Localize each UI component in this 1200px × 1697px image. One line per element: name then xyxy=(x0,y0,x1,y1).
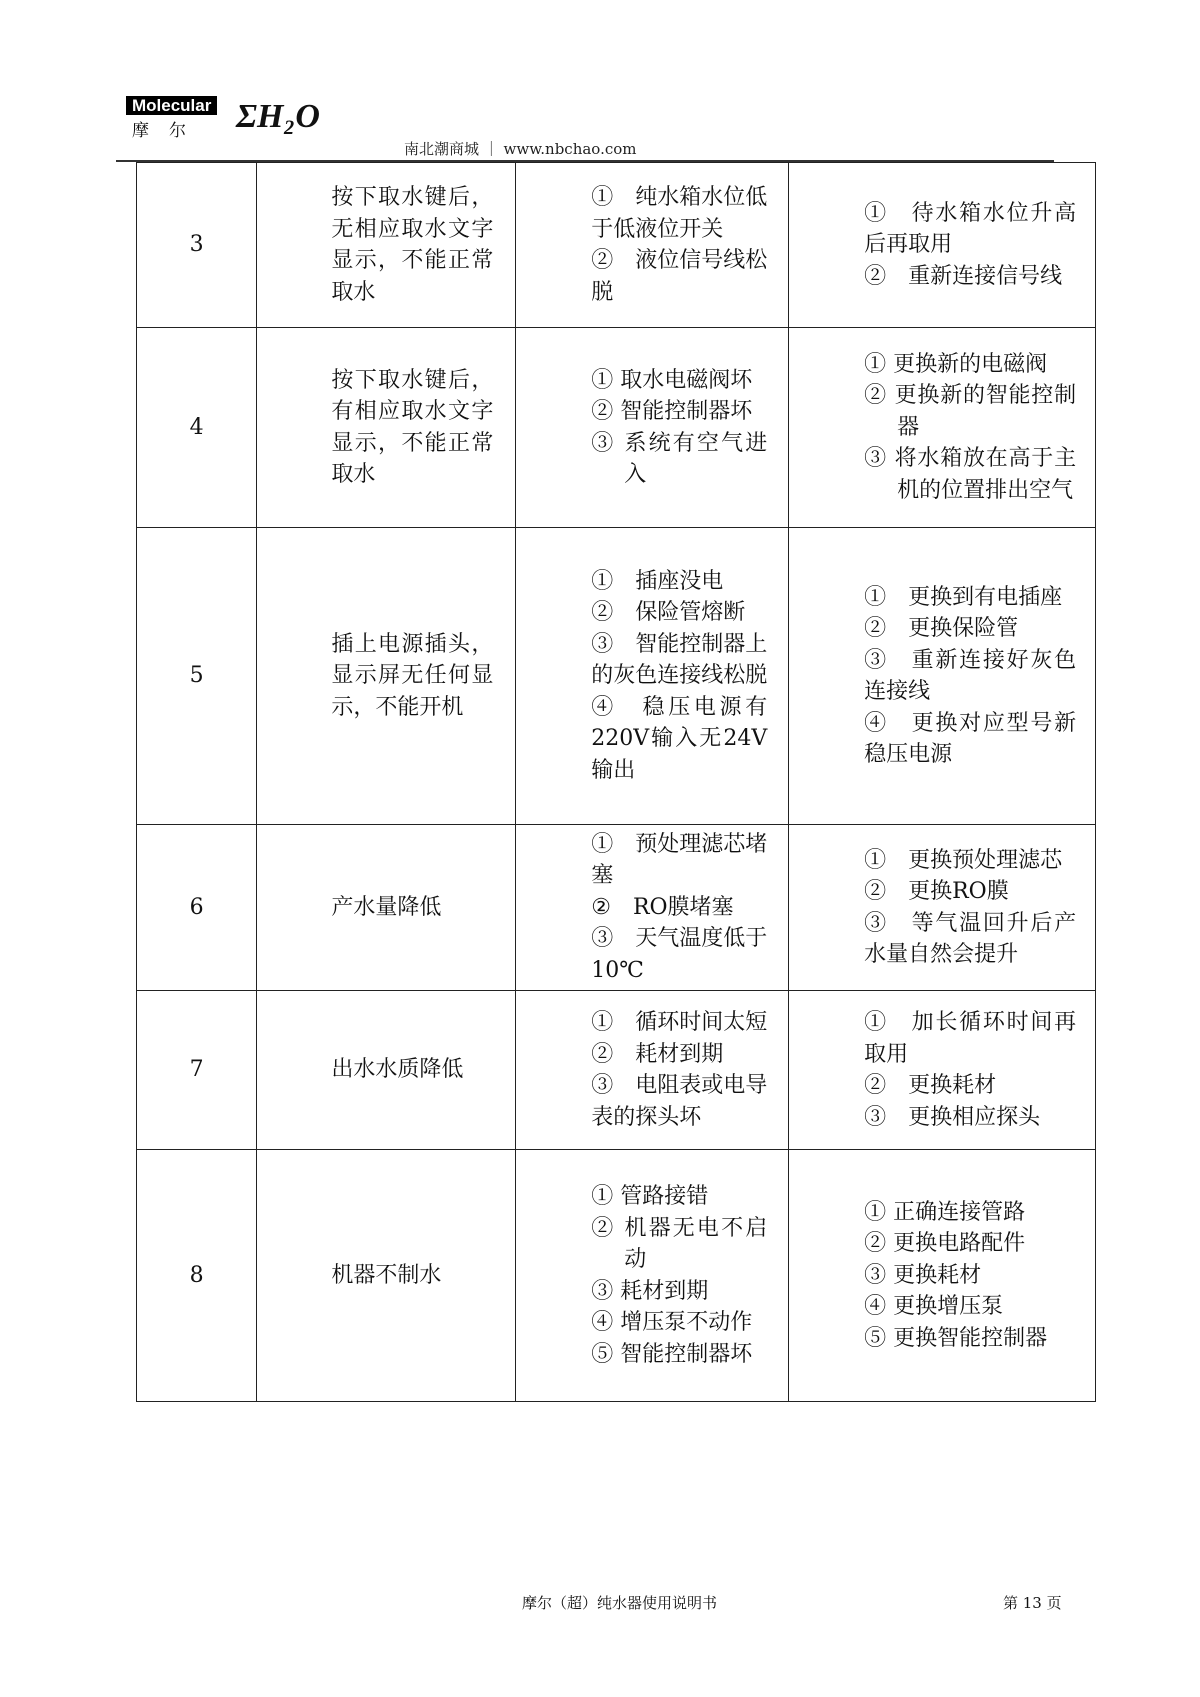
table-row xyxy=(137,328,1096,528)
row-number: 4 xyxy=(137,328,257,528)
table-row xyxy=(137,163,1096,328)
logo-cn: 摩尔 xyxy=(132,121,206,141)
fix-item: ② 更换耗材 xyxy=(864,1073,997,1098)
fix-item: ② 更换新的智能控制器 xyxy=(864,383,1077,440)
cause-cell xyxy=(516,163,789,328)
fix-item: ① 加长循环时间再取用 xyxy=(864,1010,1077,1067)
fix-item: ② 重新连接信号线 xyxy=(864,263,1063,289)
logo-molecular: Molecular xyxy=(126,96,217,115)
table-row xyxy=(137,528,1096,825)
symptom-cell xyxy=(257,163,516,328)
cause-item: ② 耗材到期 xyxy=(591,1041,724,1067)
fix-item: ④ 更换对应型号新稳压电源 xyxy=(864,710,1077,767)
footer-title: 摩尔（超）纯水器使用说明书 xyxy=(522,1594,718,1612)
fix-cell xyxy=(789,1150,1096,1402)
fix-item: ② 更换电路配件 xyxy=(864,1231,1026,1257)
cause-item: ② 液位信号线松脱 xyxy=(591,248,768,305)
symptom-cell xyxy=(257,991,516,1150)
cause-item: ③ 智能控制器上的灰色连接线松脱 xyxy=(591,631,768,689)
fix-item: ① 更换新的电磁阀 xyxy=(864,351,1048,377)
symptom-cell xyxy=(257,1150,516,1402)
fix-item: ④ 更换增压泵 xyxy=(864,1294,1004,1320)
fix-item: ③ 更换相应探头 xyxy=(864,1104,1041,1130)
cause-item: ① 取水电磁阀坏 xyxy=(591,367,753,393)
cause-item: ③ 耗材到期 xyxy=(591,1278,709,1304)
fix-cell xyxy=(789,991,1096,1150)
cause-item: ⑤ 智能控制器坏 xyxy=(591,1341,753,1367)
cause-item: ② 机器无电不启动 xyxy=(591,1215,768,1272)
symptom-text: 机器不制水 xyxy=(331,1262,442,1288)
logo-brand: ΣH₂O xyxy=(236,98,320,135)
fix-cell xyxy=(789,528,1096,825)
row-number: 5 xyxy=(137,528,257,825)
header-site: 南北潮商城 ｜ www.nbchao.com xyxy=(404,140,637,158)
fix-item: ③ 等气温回升后产水量自然会提升 xyxy=(864,910,1077,967)
cause-item: ① 预处理滤芯堵塞 xyxy=(591,831,768,889)
cause-item: ① 插座没电 xyxy=(591,568,724,594)
cause-item: ③ 天气温度低于10℃ xyxy=(591,926,768,983)
fix-item: ③ 重新连接好灰色连接线 xyxy=(864,647,1077,704)
row-number: 8 xyxy=(137,1150,257,1402)
row-number: 3 xyxy=(137,163,257,328)
troubleshooting-table xyxy=(136,162,1096,1402)
cause-item: ① 管路接错 xyxy=(591,1184,709,1209)
symptom-text: 插上电源插头，显示屏无任何显示，不能开机 xyxy=(331,631,494,720)
cause-item: ② RO膜堵塞 xyxy=(591,894,734,920)
fix-item: ② 更换RO膜 xyxy=(864,879,1009,904)
cause-item: ④ 增压泵不动作 xyxy=(591,1310,753,1335)
fix-cell xyxy=(789,328,1096,528)
symptom-text: 出水水质降低 xyxy=(331,1057,464,1083)
fix-item: ① 正确连接管路 xyxy=(864,1199,1026,1225)
fix-item: ③ 更换耗材 xyxy=(864,1262,982,1288)
fix-item: ① 待水箱水位升高后再取用 xyxy=(864,200,1077,258)
fix-item: ② 更换保险管 xyxy=(864,616,1019,641)
fix-item: ① 更换预处理滤芯 xyxy=(864,847,1063,873)
row-number: 7 xyxy=(137,991,257,1150)
fix-item: ③ 将水箱放在高于主机的位置排出空气 xyxy=(864,446,1077,503)
table-row xyxy=(137,825,1096,991)
cause-cell xyxy=(516,1150,789,1402)
cause-cell xyxy=(516,328,789,528)
row-number: 6 xyxy=(137,825,257,991)
table-row xyxy=(137,1150,1096,1402)
symptom-cell xyxy=(257,328,516,528)
table-row xyxy=(137,991,1096,1150)
fix-item: ⑤ 更换智能控制器 xyxy=(864,1325,1048,1351)
cause-item: ① 纯水箱水位低于低液位开关 xyxy=(591,185,768,242)
footer-page-number: 第 13 页 xyxy=(1003,1594,1062,1612)
symptom-cell xyxy=(257,528,516,825)
cause-item: ④ 稳压电源有220V输入无24V输出 xyxy=(591,694,768,783)
fix-item: ① 更换到有电插座 xyxy=(864,584,1063,610)
cause-cell xyxy=(516,825,789,991)
symptom-text: 产水量降低 xyxy=(331,894,442,920)
cause-cell xyxy=(516,528,789,825)
fix-cell xyxy=(789,825,1096,991)
cause-item: ② 智能控制器坏 xyxy=(591,399,753,424)
brand-logo xyxy=(126,96,366,166)
symptom-text: 按下取水键后，无相应取水文字显示，不能正常取水 xyxy=(331,185,494,305)
cause-item: ① 循环时间太短 xyxy=(591,1010,768,1035)
cause-item: ③ 电阻表或电导表的探头坏 xyxy=(591,1073,768,1130)
symptom-text: 按下取水键后，有相应取水文字显示，不能正常取水 xyxy=(331,367,494,487)
symptom-cell xyxy=(257,825,516,991)
cause-cell xyxy=(516,991,789,1150)
cause-item: ③ 系统有空气进入 xyxy=(591,430,768,487)
fix-cell xyxy=(789,163,1096,328)
cause-item: ② 保险管熔断 xyxy=(591,600,746,626)
